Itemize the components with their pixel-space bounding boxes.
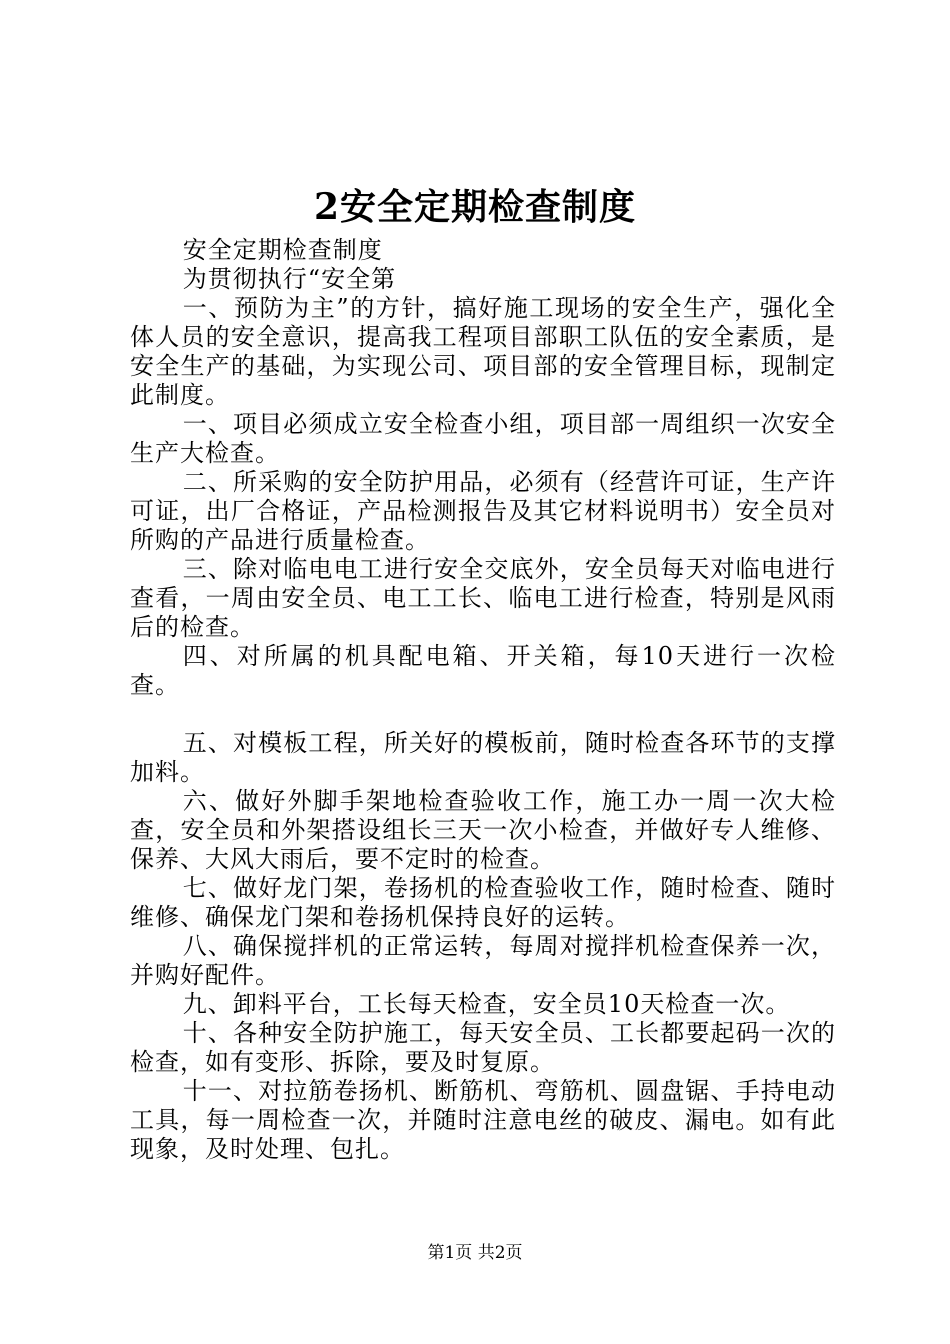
paragraph-item-9: 九、卸料平台，工长每天检查，安全员10天检查一次。: [182, 990, 791, 1018]
paragraph-item-11: 十一、对拉筋卷扬机、断筋机、弯筋机、圆盘锯、手持电动工具，每一周检查一次，并随时注意电丝的破皮、漏电。如有此现象，及时处理、包扎。: [130, 1077, 836, 1163]
paragraph-intro-1: 为贯彻执行“安全第: [182, 265, 397, 293]
paragraph-item-10: 十、各种安全防护施工，每天安全员、工长都要起码一次的检查，如有变形、拆除，要及时复原。: [130, 1019, 836, 1076]
paragraph-item-1: 一、项目必须成立安全检查小组，项目部一周组织一次安全生产大检查。: [130, 410, 836, 467]
blank-line: [130, 700, 836, 729]
paragraph-item-8: 八、确保搅拌机的正常运转，每周对搅拌机检查保养一次，并购好配件。: [130, 932, 836, 989]
document-title: 2安全定期检查制度: [313, 186, 637, 228]
paragraph-subtitle: 安全定期检查制度: [182, 236, 383, 264]
paragraph-intro-2: 一、预防为主”的方针，搞好施工现场的安全生产，强化全体人员的安全意识，提高我工程项目部职工队伍的安全素质，是安全生产的基础，为实现公司、项目部的安全管理目标，现制定此制度。: [130, 294, 836, 409]
page-footer: 第1页 共2页: [427, 1243, 523, 1263]
paragraph-item-7: 七、做好龙门架，卷扬机的检查验收工作，随时检查、随时维修、确保龙门架和卷扬机保持良好的运转。: [130, 874, 836, 931]
paragraph-item-2: 二、所采购的安全防护用品，必须有（经营许可证，生产许可证，出厂合格证，产品检测报告及其它材料说明书）安全员对所购的产品进行质量检查。: [130, 468, 836, 554]
document-body: [130, 236, 836, 1164]
paragraph-item-5: 五、对模板工程，所关好的模板前，随时检查各环节的支撑加料。: [130, 729, 836, 786]
paragraph-item-3: 三、除对临电电工进行安全交底外，安全员每天对临电进行查看，一周由安全员、电工工长、临电工进行检查，特别是风雨后的检查。: [130, 555, 836, 641]
paragraph-item-4: 四、对所属的机具配电箱、开关箱，每10天进行一次检查。: [130, 642, 836, 699]
paragraph-item-6: 六、做好外脚手架地检查验收工作，施工办一周一次大检查，安全员和外架搭设组长三天一次小检查，并做好专人维修、保养、大风大雨后，要不定时的检查。: [130, 787, 836, 873]
